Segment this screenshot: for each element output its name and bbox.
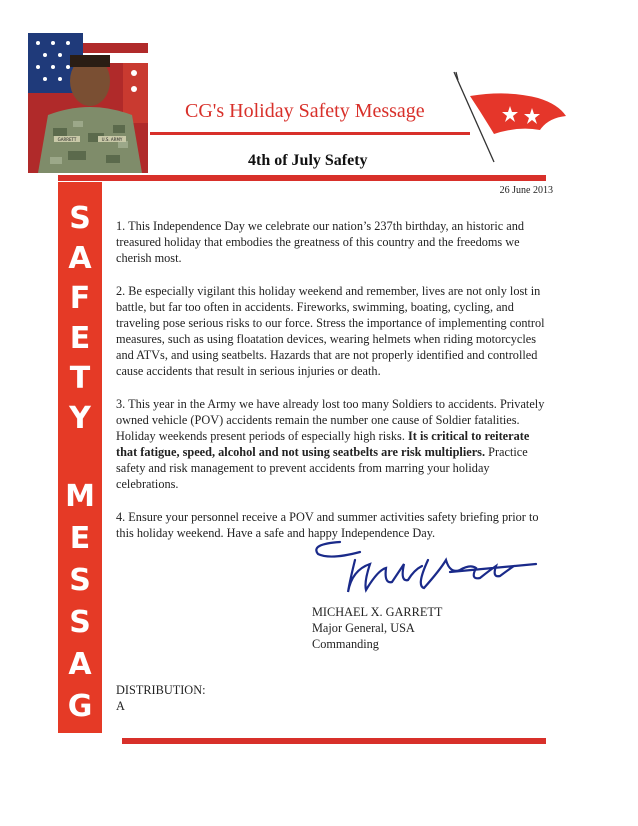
svg-text:GARRETT: GARRETT [57,137,77,142]
sidebar-letter: F [69,281,91,316]
sidebar-letter: T [69,361,91,396]
signer-name: MICHAEL X. GARRETT [312,605,443,619]
sidebar-letter: E [69,731,91,766]
commander-photo [28,33,148,173]
paragraph-3-emphasis: It is critical to reiterate that fatigue, speed, alcohol and not using seatbelts are risk multipliers. [116,429,530,459]
sidebar-letter: S [69,605,91,640]
paragraph-3 [116,396,548,492]
letter-body [116,218,548,558]
svg-text:U.S. ARMY: U.S. ARMY [101,137,123,142]
letter-date: 26 June 2013 [499,185,553,196]
sidebar-letter: M [65,479,95,514]
distribution [116,682,206,714]
page-title: CG's Holiday Safety Message [185,100,425,122]
sidebar-letter: E [69,321,91,356]
footer-rule [122,738,546,744]
sidebar-letter: A [68,647,92,682]
header-rule [58,175,546,181]
safety-message-sidebar [58,182,102,766]
handwritten-signature [300,530,540,615]
distribution-label: DISTRIBUTION: [116,683,206,697]
page-subtitle: 4th of July Safety [248,152,368,169]
sidebar-letter: G [67,689,93,724]
sidebar-letter: S [69,563,91,598]
paragraph-4: 4. Ensure your personnel receive a POV and summer activities safety briefing prior to this holiday weekend. Have a safe and happy Independence Day. [116,510,539,540]
sidebar-letter: S [69,201,91,236]
title-divider [150,132,470,135]
sidebar-letter: Y [69,401,91,436]
distribution-value: A [116,699,125,713]
paragraph-2: 2. Be especially vigilant this holiday weekend and remember, lives are not only lost in battle, but far too often in accidents. Fireworks, swimming, boating, cycling, and traveling pose serious risks to our force. Stress the importance of implementing control measures, such as using floatation devices, wearing helmets when riding motorcycles and ATVs, and using seatbelts. Hazards that are not properly identified and controlled cause accidents that result in serious injuries or death. [116,284,545,378]
paragraph-1: 1. This Independence Day we celebrate our nation’s 237th birthday, an historic and treasured holiday that embodies the greatness of this country and the freedoms we cherish most. [116,219,525,265]
signature-block [312,604,442,652]
signer-role: Commanding [312,637,379,651]
paragraph-3-text: 3. This year in the Army we have already lost too many Soldiers to accidents. Privately owned vehicle (POV) accidents remain the number one cause of Soldier fatalities. Holiday weekends present periods of especially high risks. [116,397,545,443]
general-flag-icon [448,68,570,164]
paragraph-3-text-end: Practice safety and risk management to prevent accidents from marring your holiday celebrations. [116,445,528,491]
sidebar-letter: A [68,241,92,276]
sidebar-letter: E [69,521,91,556]
signer-rank: Major General, USA [312,621,415,635]
